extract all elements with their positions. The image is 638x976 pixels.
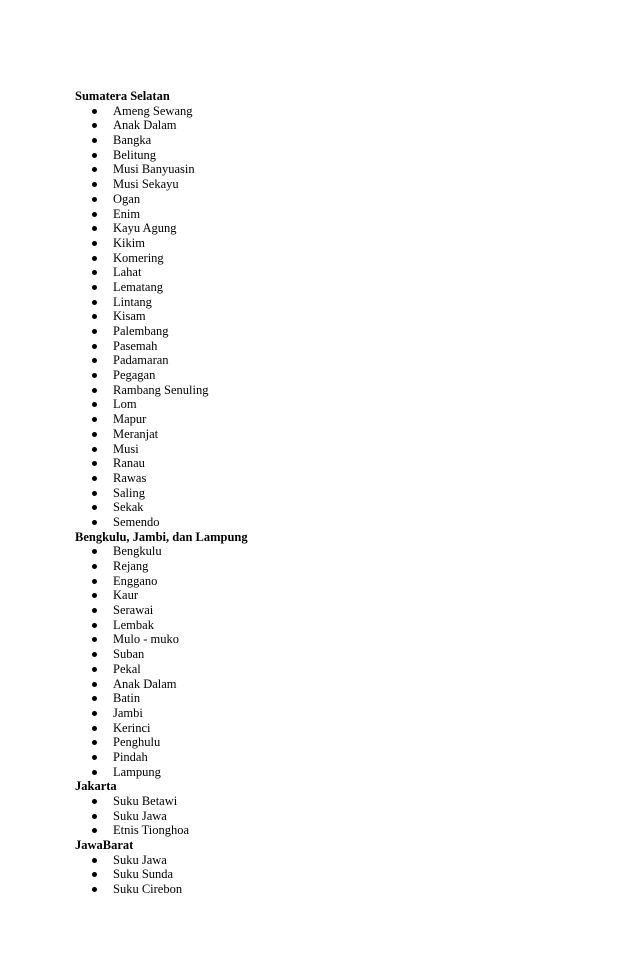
list-item (75, 647, 595, 662)
bullet-icon (92, 623, 97, 628)
bullet-icon (92, 212, 97, 217)
bullet-icon (92, 828, 97, 833)
bullet-icon (92, 197, 97, 202)
bullet-icon (92, 256, 97, 261)
list-item-label: Mulo - muko (113, 632, 179, 647)
list-item-label: Lematang (113, 279, 163, 294)
list-item (75, 721, 595, 736)
bullet-icon (92, 344, 97, 349)
section-jawabarat (75, 838, 595, 897)
list-item-label: Etnis Tionghoa (113, 823, 190, 838)
list-item-label: Semendo (113, 514, 160, 529)
list-item (75, 603, 595, 618)
list-item (75, 309, 595, 324)
list-item (75, 324, 595, 339)
list-item-label: Penghulu (113, 735, 161, 750)
list-item-label: Ranau (113, 456, 145, 471)
list-item-label: Pindah (113, 749, 148, 764)
list-item-label: Anak Dalam (113, 118, 177, 133)
list-item (75, 882, 595, 897)
bullet-icon (92, 799, 97, 804)
bullet-icon (92, 520, 97, 525)
list-item-label: Suku Sunda (113, 867, 174, 882)
bullet-icon (92, 652, 97, 657)
list-item (75, 280, 595, 295)
section-sumatera-selatan (75, 89, 595, 530)
bullet-icon (92, 123, 97, 128)
bullet-icon (92, 608, 97, 613)
bullet-icon (92, 388, 97, 393)
list-item (75, 632, 595, 647)
list-item-label: Musi Sekayu (113, 177, 179, 192)
bullet-icon (92, 270, 97, 275)
bullet-icon (92, 109, 97, 114)
list-item (75, 192, 595, 207)
bullet-list (75, 794, 595, 838)
list-item-label: Palembang (113, 324, 169, 338)
bullet-icon (92, 682, 97, 687)
bullet-icon (92, 432, 97, 437)
list-item-label: Suku Betawi (113, 794, 178, 808)
list-item-label: Bengkulu (113, 544, 162, 559)
list-item-label: Meranjat (113, 426, 159, 441)
section-bengkulu-jambi-dan-lampung (75, 530, 595, 780)
section-heading: Sumatera Selatan (75, 89, 170, 103)
bullet-icon (92, 300, 97, 305)
bullet-icon (92, 726, 97, 731)
list-item-label: Lahat (113, 265, 142, 280)
bullet-icon (92, 285, 97, 290)
bullet-icon (92, 153, 97, 158)
list-item-label: Lampung (113, 764, 161, 779)
list-item (75, 397, 595, 412)
list-item (75, 559, 595, 574)
list-item-label: Pekal (113, 661, 141, 676)
bullet-list (75, 853, 595, 897)
list-item (75, 353, 595, 368)
list-item (75, 867, 595, 882)
list-item-label: Suku Jawa (113, 852, 167, 867)
bullet-icon (92, 549, 97, 554)
list-item (75, 735, 595, 750)
bullet-icon (92, 637, 97, 642)
list-item (75, 412, 595, 427)
list-item-label: Kaur (113, 588, 138, 603)
bullet-list (75, 544, 595, 779)
list-item (75, 706, 595, 721)
list-item-label: Enggano (113, 573, 158, 588)
bullet-icon (92, 358, 97, 363)
list-item (75, 162, 595, 177)
bullet-icon (92, 447, 97, 452)
bullet-icon (92, 564, 97, 569)
list-item-label: Rawas (113, 470, 147, 485)
list-item (75, 207, 595, 222)
list-item-label: Suku Cirebon (113, 882, 183, 897)
section-heading: Bengkulu, Jambi, dan Lampung (75, 529, 248, 544)
list-item (75, 662, 595, 677)
list-item (75, 118, 595, 133)
list-item-label: Komering (113, 250, 164, 265)
list-item-label: Serawai (113, 603, 154, 618)
bullet-icon (92, 579, 97, 584)
section-heading: Jakarta (75, 779, 117, 794)
list-item-label: Kisam (113, 309, 146, 324)
list-item (75, 486, 595, 501)
bullet-list (75, 104, 595, 530)
bullet-icon (92, 241, 97, 246)
list-item-label: Enim (113, 206, 141, 221)
bullet-icon (92, 858, 97, 863)
list-item-label: Pegagan (113, 368, 156, 383)
bullet-icon (92, 402, 97, 407)
list-item (75, 794, 595, 809)
list-item-label: Suku Jawa (113, 808, 167, 823)
list-item-label: Mapur (113, 412, 147, 427)
list-item-label: Batin (113, 691, 141, 706)
list-item (75, 368, 595, 383)
bullet-icon (92, 887, 97, 892)
list-item (75, 500, 595, 515)
list-item-label: Ogan (113, 191, 141, 206)
bullet-icon (92, 491, 97, 496)
list-item-label: Bangka (113, 133, 152, 148)
list-item-label: Rejang (113, 559, 149, 573)
bullet-icon (92, 593, 97, 598)
list-item-label: Suban (113, 647, 145, 662)
section-heading: JawaBarat (75, 838, 134, 853)
list-item (75, 236, 595, 251)
list-item (75, 383, 595, 398)
list-item-label: Saling (113, 485, 145, 500)
list-item (75, 750, 595, 765)
document-page (75, 89, 595, 897)
list-item (75, 677, 595, 692)
list-item (75, 456, 595, 471)
list-item-label: Pasemah (113, 338, 158, 353)
list-item (75, 588, 595, 603)
list-item-label: Padamaran (113, 353, 169, 368)
list-item-label: Musi (113, 441, 139, 456)
section-jakarta (75, 779, 595, 838)
list-item-label: Musi Banyuasin (113, 162, 195, 177)
list-item (75, 544, 595, 559)
list-item (75, 765, 595, 780)
list-item-label: Sekak (113, 500, 144, 515)
bullet-icon (92, 755, 97, 760)
list-item (75, 853, 595, 868)
list-item-label: Jambi (113, 705, 143, 720)
bullet-icon (92, 226, 97, 231)
bullet-icon (92, 696, 97, 701)
list-item-label: Lom (113, 397, 137, 412)
bullet-icon (92, 167, 97, 172)
bullet-icon (92, 461, 97, 466)
bullet-icon (92, 314, 97, 319)
list-item-label: Lintang (113, 294, 152, 309)
list-item (75, 823, 595, 838)
bullet-icon (92, 740, 97, 745)
list-item (75, 221, 595, 236)
list-item (75, 104, 595, 119)
list-item (75, 265, 595, 280)
list-item (75, 177, 595, 192)
bullet-icon (92, 872, 97, 877)
list-item (75, 809, 595, 824)
bullet-icon (92, 505, 97, 510)
list-item-label: Kikim (113, 235, 145, 250)
list-item (75, 574, 595, 589)
bullet-icon (92, 476, 97, 481)
list-item (75, 339, 595, 354)
list-item (75, 251, 595, 266)
bullet-icon (92, 814, 97, 819)
list-item (75, 515, 595, 530)
bullet-icon (92, 667, 97, 672)
list-item-label: Anak Dalam (113, 676, 177, 691)
list-item (75, 442, 595, 457)
list-item (75, 427, 595, 442)
bullet-icon (92, 711, 97, 716)
list-item-label: Kerinci (113, 720, 151, 735)
list-item (75, 133, 595, 148)
list-item (75, 691, 595, 706)
list-item-label: Rambang Senuling (113, 382, 209, 397)
list-item (75, 148, 595, 163)
bullet-icon (92, 770, 97, 775)
bullet-icon (92, 138, 97, 143)
bullet-icon (92, 182, 97, 187)
list-item (75, 295, 595, 310)
list-item-label: Kayu Agung (113, 221, 177, 236)
list-item (75, 471, 595, 486)
bullet-icon (92, 373, 97, 378)
list-item-label: Lembak (113, 617, 154, 632)
list-item-label: Ameng Sewang (113, 103, 193, 118)
list-item-label: Belitung (113, 147, 157, 162)
bullet-icon (92, 417, 97, 422)
bullet-icon (92, 329, 97, 334)
list-item (75, 618, 595, 633)
